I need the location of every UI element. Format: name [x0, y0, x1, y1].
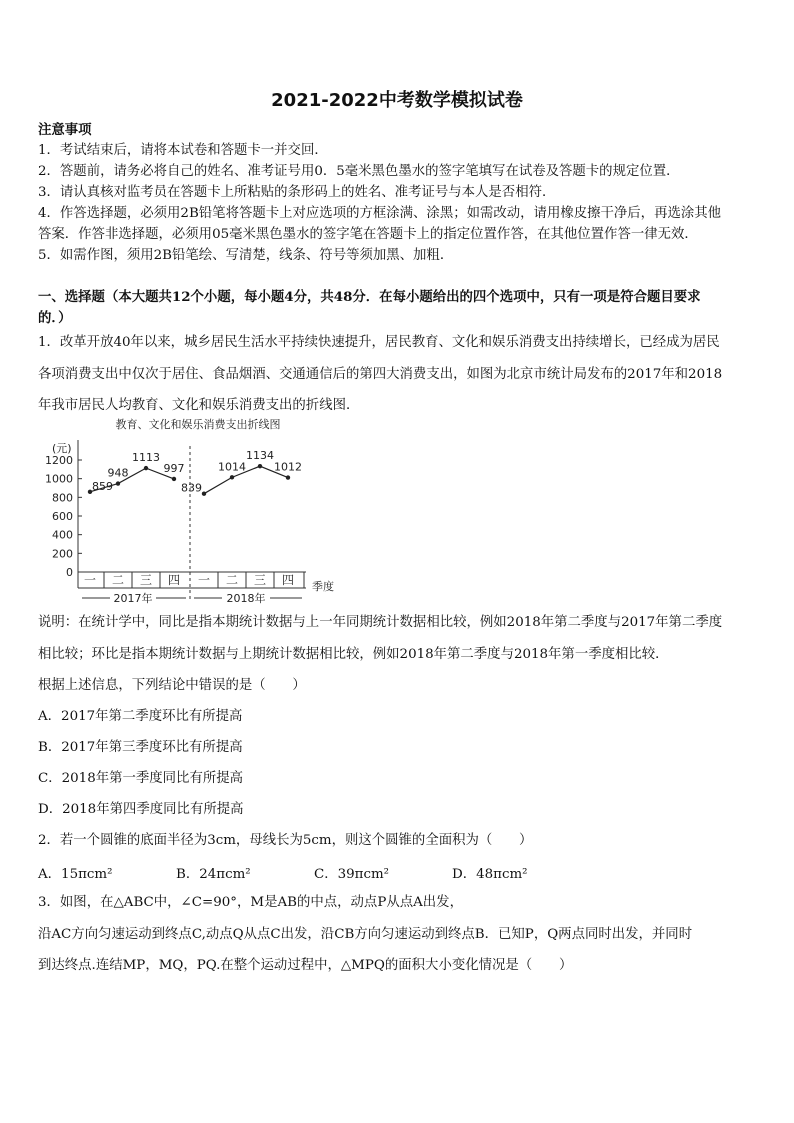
x-tick-label: 四 [167, 573, 181, 587]
q1-stem: 年我市居民人均教育、文化和娱乐消费支出的折线图． [38, 398, 360, 413]
x-tick-label: 四 [281, 573, 295, 587]
q2-option-a: A．15πcm² [38, 867, 113, 882]
data-point [202, 491, 206, 495]
notice-item: 3．请认真核对监考员在答题卡上所粘贴的条形码上的姓名、准考证号与本人是否相符． [38, 185, 556, 200]
data-label: 839 [181, 481, 202, 495]
section-heading: 一、选择题（本大题共12个小题，每小题4分，共48分．在每小题给出的四个选项中，只有一项是符合题目要求 [38, 289, 701, 305]
data-point [286, 475, 290, 479]
data-label: 997 [163, 461, 185, 475]
x-tick-label: 一 [197, 573, 211, 587]
x-tick-label: 二 [111, 573, 125, 587]
year-label: 2017年 [113, 592, 153, 605]
q3-stem: 3．如图，在△ABC中，∠C=90°，M是AB的中点，动点P从点A出发， [38, 895, 463, 910]
x-tick-label: 一 [83, 573, 97, 587]
data-label: 1012 [274, 460, 302, 474]
y-axis-label: (元) [52, 442, 72, 455]
notice-heading: 注意事项 [38, 122, 92, 138]
q2-option-c: C．39πcm² [314, 867, 390, 882]
notice-item: 1．考试结束后，请将本试卷和答题卡一并交回． [38, 143, 328, 158]
q3-stem: 沿AC方向匀速运动到终点C,动点Q从点C出发，沿CB方向匀速运动到终点B．已知P，Q两点同时出发，并同时 [38, 927, 693, 942]
q2-option-b: B．24πcm² [176, 867, 251, 882]
notice-item: 4．作答选择题，必须用2B铅笔将答题卡上对应选项的方框涂满、涂黑；如需改动，请用橡皮擦干净后，再选涂其他 [38, 206, 722, 221]
q2-stem: 2．若一个圆锥的底面半径为3cm，母线长为5cm，则这个圆锥的全面积为（ ） [38, 833, 533, 848]
y-tick-label: 800 [52, 491, 73, 505]
q1-question: 根据上述信息，下列结论中错误的是（ ） [38, 678, 306, 693]
y-tick-label: 1000 [45, 472, 73, 486]
data-label: 948 [107, 466, 129, 480]
y-tick-label: 200 [52, 547, 73, 561]
chart-title: 教育、文化和娱乐消费支出折线图 [115, 418, 281, 431]
year-label: 2018年 [226, 592, 266, 605]
q1-option-d: D．2018年第四季度同比有所提高 [38, 802, 244, 817]
notice-item: 2．答题前，请务必将自己的姓名、准考证号用0．5毫米黑色墨水的签字笔填写在试卷及答题卡的规定位置． [38, 164, 680, 179]
q1-option-a: A．2017年第二季度环比有所提高 [38, 709, 243, 724]
y-tick-label: 1200 [45, 454, 73, 467]
y-tick-label: 600 [52, 510, 73, 523]
data-point [144, 466, 148, 470]
x-tick-label: 三 [253, 573, 267, 587]
q1-stem: 各项消费支出中仅次于居住、食品烟酒、交通通信后的第四大消费支出，如图为北京市统计局发布的2017年和2018 [38, 367, 723, 382]
chart-svg [38, 412, 358, 612]
data-point [230, 475, 234, 479]
x-tick-label: 二 [225, 573, 239, 587]
data-point [116, 481, 120, 485]
y-tick-label: 400 [52, 528, 73, 542]
notice-item: 答案．作答非选择题，必须用05毫米黑色墨水的签字笔在答题卡上的指定位置作答，在其他位置作答一律无效． [38, 227, 698, 242]
q1-note: 说明：在统计学中，同比是指本期统计数据与上一年同期统计数据相比较，例如2018年第二季度与2017年第二季度 [38, 615, 723, 630]
q1-note: 相比较；环比是指本期统计数据与上期统计数据相比较，例如2018年第二季度与2018年第一季度相比较． [38, 647, 669, 662]
data-label: 1014 [218, 460, 246, 474]
notice-item: 5．如需作图，须用2B铅笔绘、写清楚，线条、符号等须加黑、加粗． [38, 248, 454, 263]
q1-stem: 1．改革开放40年以来，城乡居民生活水平持续快速提升，居民教育、文化和娱乐消费支出持续增长，已经成为居民 [38, 335, 720, 350]
x-axis-label: 季度 [312, 580, 334, 593]
data-label: 859 [92, 479, 113, 493]
q1-option-b: B．2017年第三季度环比有所提高 [38, 740, 243, 755]
data-point [258, 464, 262, 468]
q1-option-c: C．2018年第一季度同比有所提高 [38, 771, 244, 786]
line-chart [38, 412, 358, 612]
q3-stem: 到达终点.连结MP，MQ，PQ.在整个运动过程中，△MPQ的面积大小变化情况是（ ） [38, 958, 573, 973]
section-heading-cont: 的．） [38, 310, 72, 326]
x-tick-label: 三 [139, 573, 153, 587]
q2-option-d: D．48πcm² [452, 867, 528, 882]
data-label: 1134 [246, 449, 274, 463]
y-tick-label: 0 [66, 566, 73, 579]
data-point [172, 477, 176, 481]
exam-title: 2021-2022中考数学模拟试卷 [271, 90, 523, 111]
data-label: 1113 [132, 451, 160, 465]
